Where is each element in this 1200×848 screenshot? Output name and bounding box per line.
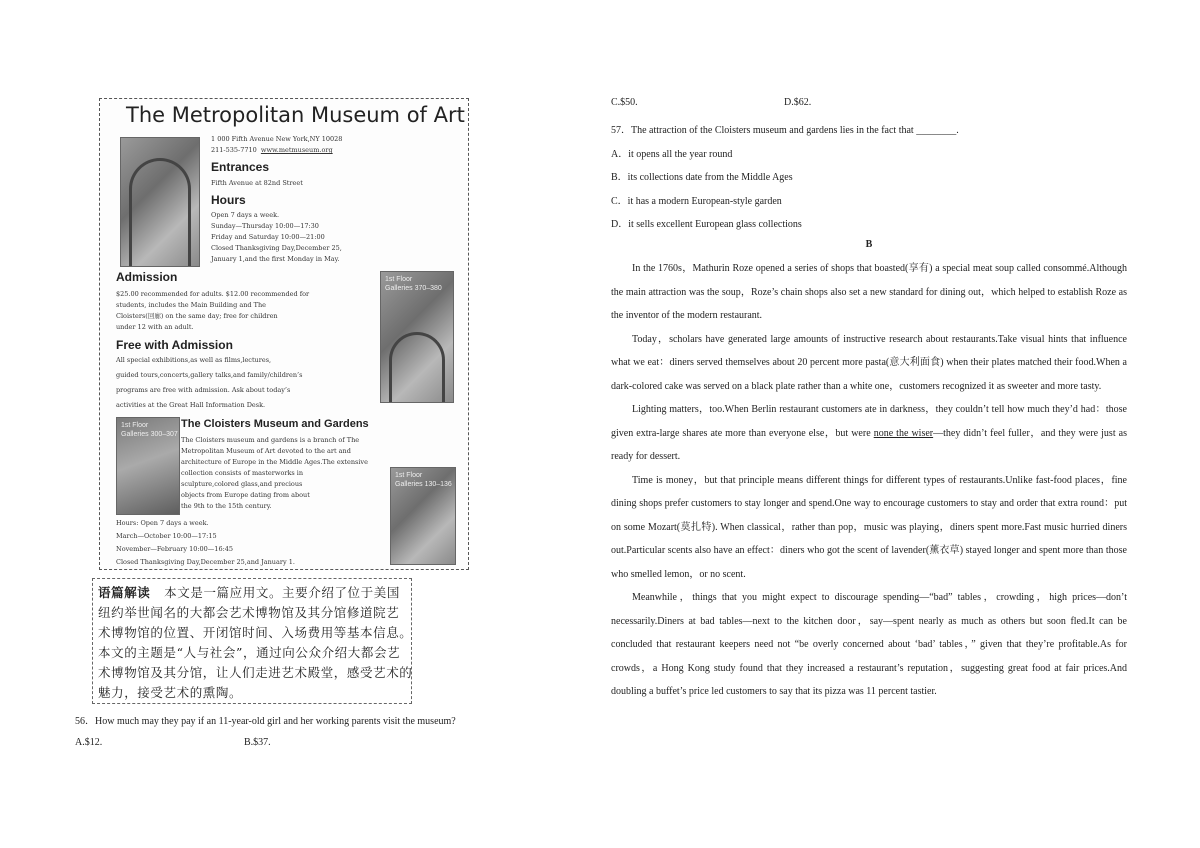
cloisters-hours-line: March—October 10:00—17:15 (116, 532, 217, 540)
q56-option-b[interactable]: B.$37. (244, 737, 271, 748)
passage-paragraph: Time is money，but that principle means different things for different types of restaurants.Unlike fast-food places，fine dining shops prefer customers to stay longer and spend.One way to encourage customers to stay and order that extra round：put on some Mozart(莫扎特). When classical，rather than pop，music was playing，diners spent more.Fast music hurried diners out.Particular scents also have an effect：diners who got the scent of lavender(薰衣草) stayed longer and spent more than those who smelled lemon，or no scent. (611, 474, 1127, 580)
reading-notes-box (92, 578, 412, 704)
q56-option-c[interactable]: C.$50. (611, 97, 638, 108)
q56-option-a[interactable]: A.$12. (75, 737, 103, 748)
glass-photo (390, 467, 456, 565)
cloisters-hours-line: Closed Thanksgiving Day,December 25,and January 1. (116, 558, 295, 566)
admission-line: students, includes the Main Building and The (116, 301, 266, 309)
poster-title: The Metropolitan Museum of Art (126, 103, 465, 127)
q57-option-c[interactable]: C．it has a modern European-style garden (611, 196, 782, 207)
poster-address: 1 000 Fifth Avenue New York,NY 10028 (211, 135, 343, 143)
cloisters-line: objects from Europe dating from about (181, 491, 310, 499)
cloisters-line: Metropolitan Museum of Art devoted to the art and (181, 447, 351, 455)
cloister-photo (120, 137, 200, 267)
q57-option-d[interactable]: D．it sells excellent European glass collections (611, 219, 802, 230)
cloisters-line: The Cloisters museum and gardens is a branch of The (181, 436, 360, 444)
cloisters-line: architecture of Europe in the Middle Ages.The extensive (181, 458, 368, 466)
cloisters-line: collection consists of masterworks in (181, 469, 304, 477)
photo-caption: 1st Floor Galleries 130–136 (395, 472, 452, 488)
museum-poster (99, 98, 469, 570)
cloisters-hours-line: Hours: Open 7 days a week. (116, 519, 209, 527)
notes-line-first (98, 583, 400, 601)
free-line: guided tours,concerts,gallery talks,and family/children’s (116, 371, 303, 379)
entrances-heading: Entrances (211, 160, 270, 174)
notes-line: 纽约举世闻名的大都会艺术博物馆及其分馆修道院艺 (98, 605, 400, 620)
q57-option-a[interactable]: A．it opens all the year round (611, 149, 733, 160)
q56-option-d[interactable]: D.$62. (784, 97, 812, 108)
passage-paragraph-lighting: Lighting matters，too.When Berlin restaurant customers ate in darkness，they couldn’t tell how much they’d had：those given extra-large shares ate more than everyone else，but were none the wiser—they didn’t feel fuller，and they were just as ready for dessert. (611, 404, 1127, 462)
poster-phone-line (211, 145, 333, 156)
question-56-stem: 56．How much may they pay if an 11-year-old girl and her working parents visit the museum? (75, 716, 456, 727)
notes-line: 本文的主题是“人与社会”，通过向公众介绍大都会艺 (98, 645, 401, 660)
hours-line: Closed Thanksgiving Day,December 25, (211, 244, 342, 252)
q57-option-b[interactable]: B．its collections date from the Middle Ages (611, 172, 793, 183)
admission-line: under 12 with an adult. (116, 323, 194, 331)
photo-caption: 1st Floor Galleries 300–307 (121, 422, 178, 438)
notes-line: 术博物馆的位置、开闭馆时间、入场费用等基本信息。 (98, 625, 413, 640)
arch-shape (129, 158, 191, 266)
gallery-photo (380, 271, 454, 403)
poster-phone: 211-535-7710 (211, 146, 257, 154)
passage-b-label: B (865, 239, 873, 250)
free-line: All special exhibitions,as well as films,lectures, (116, 356, 272, 364)
hours-line: January 1,and the first Monday in May. (211, 255, 340, 263)
admission-line: Cloisters(回廊) on the same day; free for children (116, 312, 278, 320)
cloisters-line: the 9th to the 15th century. (181, 502, 272, 510)
armor-shape (389, 332, 445, 402)
cloisters-heading: The Cloisters Museum and Gardens (181, 418, 369, 430)
passage-paragraph: Today，scholars have generated large amounts of instructive research about restaurants.Take visual hints that influence what we eat：diners served themselves about 20 percent more pasta(意大利面食) when their plates matched their food.When a dark-colored cake was served on a black plate rather than a white one，customers recognized it as sweeter and more tasty. (611, 333, 1127, 392)
entrances-text: Fifth Avenue at 82nd Street (211, 179, 303, 187)
hours-line: Sunday—Thursday 10:00—17:30 (211, 222, 319, 230)
cloisters-hours-line: November—February 10:00—16:45 (116, 545, 234, 553)
free-line: programs are free with admission. Ask about today’s (116, 386, 291, 394)
hours-line: Friday and Saturday 10:00—21:00 (211, 233, 325, 241)
free-admission-heading: Free with Admission (116, 338, 233, 352)
poster-website-link[interactable]: www.metmuseum.org (260, 146, 333, 154)
free-line: activities at the Great Hall Information Desk. (116, 401, 266, 409)
admission-heading: Admission (116, 270, 178, 284)
passage-paragraph: Meanwhile，things that you might expect to discourage spending—“bad” tables，crowding，high prices—don’t necessarily.Diners at bad tables—next to the kitchen door，say—spent nearly as much as others but soon fled.It can be concluded that restaurant keepers need not “be overly concerned about ‘bad’ tables，” given that they’re profitable.As for crowds，a Hong Kong study found that they increased a restaurant’s reputation，suggesting great food at fair prices.And doubling a buffet’s price led customers to say that its pizza was 11 percent tastier. (611, 592, 1127, 697)
notes-line: 术博物馆及其分馆，让人们走进艺术殿堂，感受艺术的 (98, 665, 413, 680)
hours-line: Open 7 days a week. (211, 211, 280, 219)
question-57-stem: 57．The attraction of the Cloisters museum and gardens lies in the fact that ________. (611, 125, 959, 136)
photo-caption: 1st Floor Galleries 370–380 (385, 276, 442, 292)
admission-line: $25.00 recommended for adults. $12.00 recommended for (116, 290, 310, 298)
cloisters-line: sculpture,colored glass,and precious (181, 480, 303, 488)
notes-tag: 语篇解读 (98, 585, 151, 600)
notes-line: 魅力，接受艺术的熏陶。 (98, 685, 243, 700)
madonna-photo (116, 417, 180, 515)
passage-paragraph: In the 1760s，Mathurin Roze opened a series of shops that boasted(享有) a special meat soup called consommé.Although the main attraction was the soup，Roze’s chain shops also set a new standard for dining out，which helped to establish Roze as the inventor of the modern restaurant. (611, 263, 1127, 321)
hours-heading: Hours (211, 193, 246, 207)
underlined-phrase: none the wiser (873, 427, 934, 439)
notes-text: 本文是一篇应用文。主要介绍了位于美国 (164, 585, 400, 600)
passage-b-body (611, 257, 1127, 704)
